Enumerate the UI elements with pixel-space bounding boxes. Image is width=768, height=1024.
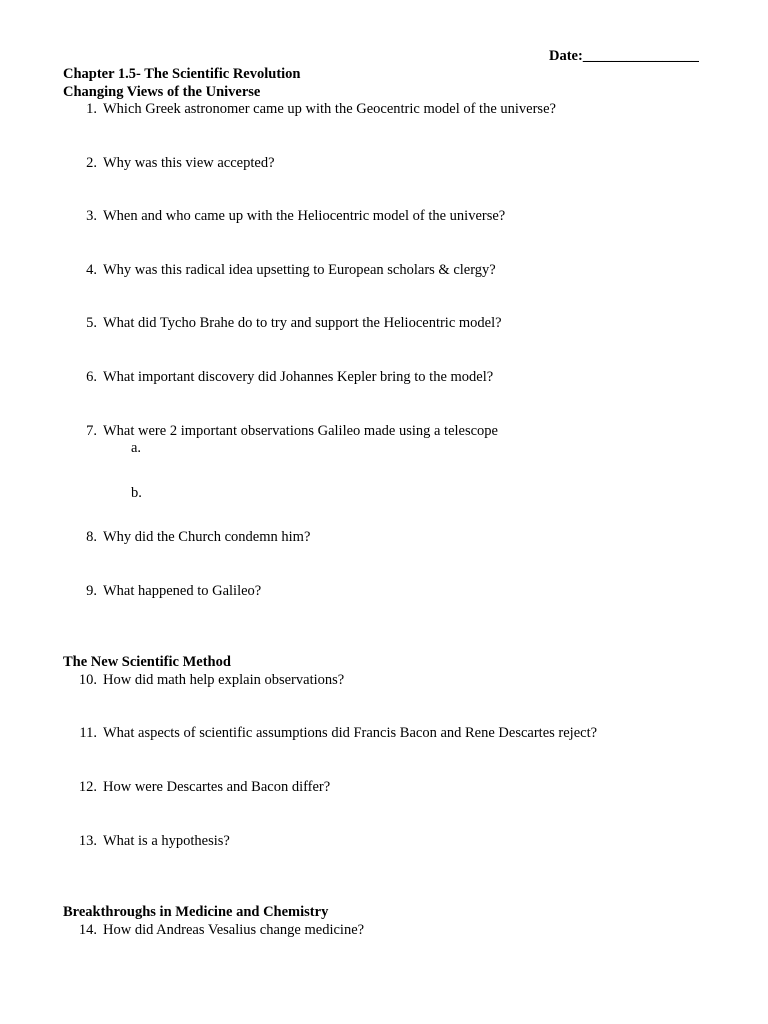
question-number: 2. [86, 155, 97, 171]
question-5 [57, 314, 757, 332]
question-12 [57, 778, 757, 796]
question-8 [57, 528, 757, 546]
question-number: 7. [86, 423, 97, 439]
question-text: How did Andreas Vesalius change medicine? [103, 922, 365, 938]
question-1 [57, 100, 757, 118]
subitem-a: a. [131, 440, 142, 456]
question-number: 14. [78, 922, 97, 938]
question-number: 11. [79, 725, 97, 741]
question-text: Why was this view accepted? [103, 155, 275, 171]
question-text: What aspects of scientific assumptions did Francis Bacon and Rene Descartes reject? [103, 725, 598, 741]
question-text: What is a hypothesis? [103, 833, 230, 849]
section-heading-scientific-method: The New Scientific Method [63, 654, 231, 670]
question-text: Why did the Church condemn him? [103, 529, 311, 545]
section-heading-medicine-chemistry: Breakthroughs in Medicine and Chemistry [63, 904, 329, 920]
question-4 [57, 261, 757, 279]
question-number: 9. [86, 583, 97, 599]
question-number: 3. [86, 208, 97, 224]
question-number: 5. [86, 315, 97, 331]
question-10 [57, 671, 757, 689]
question-number: 6. [86, 369, 97, 385]
question-number: 1. [86, 101, 97, 117]
section-heading-universe: Changing Views of the Universe [63, 84, 261, 100]
question-text: How were Descartes and Bacon differ? [103, 779, 331, 795]
question-7 [57, 422, 757, 440]
question-number: 10. [78, 672, 97, 688]
question-text: Why was this radical idea upsetting to European scholars & clergy? [103, 262, 496, 278]
question-14 [57, 921, 757, 939]
question-3 [57, 207, 757, 225]
question-text: What did Tycho Brahe do to try and support the Heliocentric model? [103, 315, 502, 331]
chapter-title: Chapter 1.5- The Scientific Revolution [63, 66, 301, 82]
question-number: 4. [86, 262, 97, 278]
question-text: How did math help explain observations? [103, 672, 345, 688]
question-text: Which Greek astronomer came up with the Geocentric model of the universe? [103, 101, 556, 117]
question-6 [57, 368, 757, 386]
question-number: 13. [78, 833, 97, 849]
question-text: When and who came up with the Heliocentric model of the universe? [103, 208, 506, 224]
question-text: What happened to Galileo? [103, 583, 262, 599]
question-text: What were 2 important observations Galileo made using a telescope [103, 423, 498, 439]
question-11 [57, 724, 757, 742]
question-number: 12. [78, 779, 97, 795]
question-text: What important discovery did Johannes Kepler bring to the model? [103, 369, 494, 385]
question-number: 8. [86, 529, 97, 545]
question-9 [57, 582, 757, 600]
question-13 [57, 832, 757, 850]
question-2 [57, 154, 757, 172]
subitem-b: b. [131, 485, 142, 501]
date-field-label: Date:________________ [549, 48, 699, 64]
